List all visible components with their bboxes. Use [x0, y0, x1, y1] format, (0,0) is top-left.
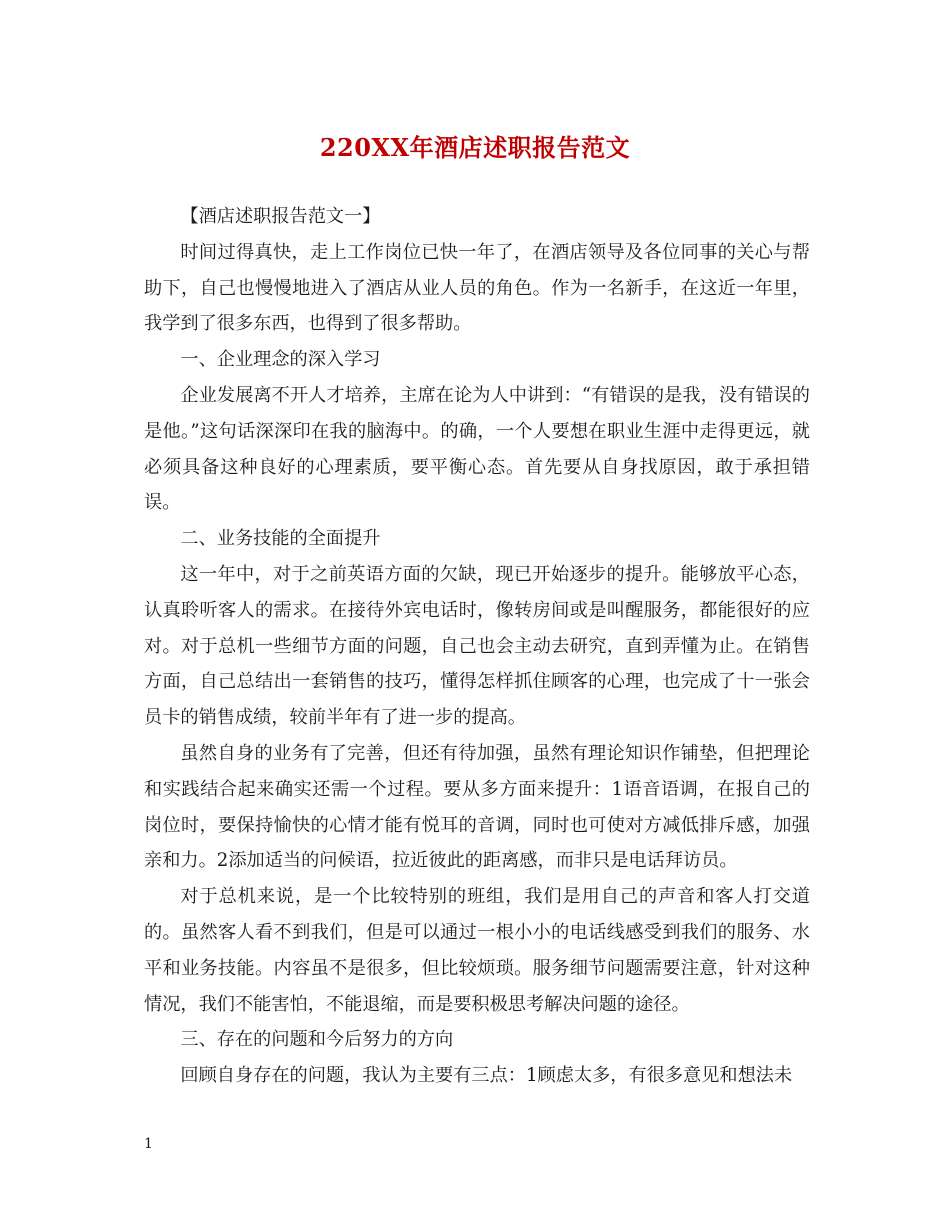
document-body — [144, 199, 810, 1094]
page-number: 1 — [144, 1136, 153, 1152]
section-heading: 【酒店述职报告范文一】 — [180, 206, 381, 227]
paragraph: 回顾自身存在的问题，我认为主要有三点：1顾虑太多，有很多意见和想法未 — [180, 1065, 793, 1087]
subheading: 三、存在的问题和今后努力的方向 — [180, 1029, 454, 1051]
paragraph: 对于总机来说，是一个比较特别的班组，我们是用自己的声音和客人打交道的。虽然客人看不到我们，但是可以通过一根小小的电话线感受到我们的服务、水平和业务技能。内容虽不是很多，但比较烦琐。服务细节问题需要注意，针对这种情况，我们不能害怕，不能退缩，而是要积极思考解决问题的途径。 — [144, 886, 810, 1015]
paragraph: 这一年中，对于之前英语方面的欠缺，现已开始逐步的提升。能够放平心态，认真聆听客人的需求。在接待外宾电话时，像转房间或是叫醒服务，都能很好的应对。对于总机一些细节方面的问题，自己也会主动去研究，直到弄懂为止。在销售方面，自己总结出一套销售的技巧，懂得怎样抓住顾客的心理，也完成了十一张会员卡的销售成绩，较前半年有了进一步的提高。 — [144, 563, 810, 729]
subheading: 二、业务技能的全面提升 — [180, 528, 381, 550]
paragraph: 虽然自身的业务有了完善，但还有待加强，虽然有理论知识作铺垫，但把理论和实践结合起来确实还需一个过程。要从多方面来提升：1语音语调，在报自己的岗位时，要保持愉快的心情才能有悦耳的音调，同时也可使对方减低排斥感，加强亲和力。2添加适当的问候语，拉近彼此的距离感，而非只是电话拜访员。 — [144, 742, 810, 872]
document-title: 220XX年酒店述职报告范文 — [319, 133, 631, 162]
paragraph: 企业发展离不开人才培养，主席在论为人中讲到：“有错误的是我，没有错误的是他。”这句话深深印在我的脑海中。的确，一个人要想在职业生涯中走得更远，就必须具备这种良好的心理素质，要平衡心态。首先要从自身找原因，敢于承担错误。 — [144, 384, 810, 514]
subheading: 一、企业理念的深入学习 — [180, 349, 381, 371]
paragraph: 时间过得真快，走上工作岗位已快一年了，在酒店领导及各位同事的关心与帮助下，自己也慢慢地进入了酒店从业人员的角色。作为一名新手，在这近一年里，我学到了很多东西，也得到了很多帮助。 — [144, 241, 810, 335]
